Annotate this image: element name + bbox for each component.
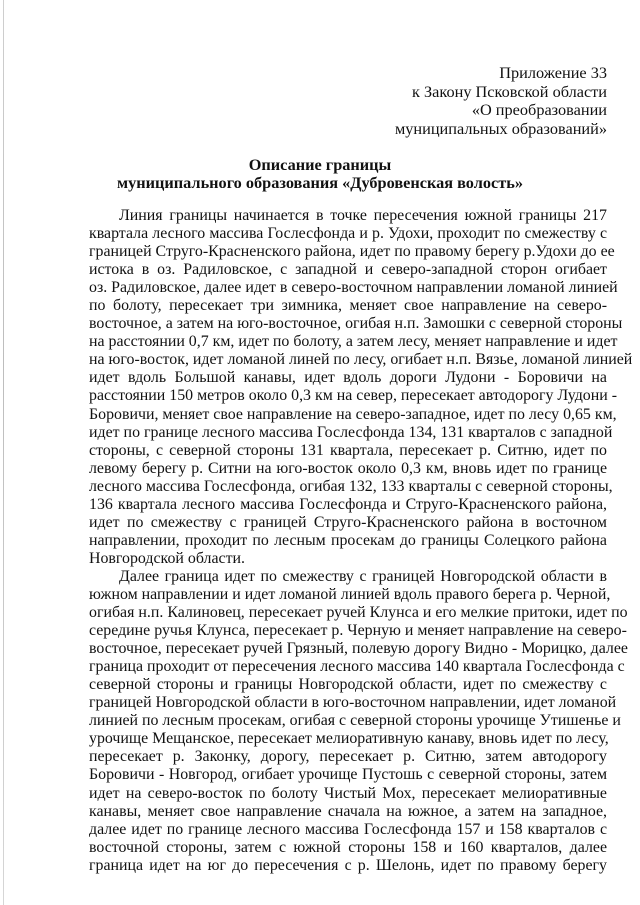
text-line: канавы, меняет свое направление сначала на южное, а затем на западное,	[89, 802, 607, 820]
paragraph-1	[89, 207, 633, 568]
text-line: границей Струго-Красненского района, идет по правому берегу р.Удохи до ее	[89, 243, 615, 261]
scan-edge-line	[3, 0, 4, 905]
appendix-line: к Закону Псковской области	[412, 81, 607, 101]
text-line: восточной стороны, затем с южной стороны 158 и 160 кварталов, далее	[89, 838, 607, 856]
text-line: линией по лесным просекам, огибая с северной стороны урочище Утишенье и	[89, 712, 621, 730]
text-line: восточное, а затем на юго-восточное, огибая н.п. Замошки с северной стороны	[89, 315, 623, 333]
text-line: стороны, с северной стороны 131 квартала, пересекает р. Ситню, идет по	[89, 441, 607, 459]
text-line: направлении, проходит по лесным просекам до границы Солецкого района	[89, 531, 607, 549]
text-line: левому берегу р. Ситни на юго-восток около 0,3 км, вновь идет по границе	[89, 459, 607, 477]
text-line: идет по границе лесного массива Гослесфонда 134, 131 кварталов с западной	[89, 423, 613, 441]
text-line: границей Новгородской области в юго-восточном направлении, идет ломаной	[89, 694, 617, 712]
text-line: Линия границы начинается в точке пересечения южной границы 217	[119, 207, 607, 224]
paragraph-2	[89, 567, 628, 875]
text-line: идет по смежеству с границей Струго-Красненского района в восточном	[89, 513, 607, 531]
text-line: на расстоянии 0,7 км, идет по болоту, а затем лесу, меняет направление и идет	[89, 333, 618, 351]
appendix-line: муниципальных образований»	[394, 118, 607, 138]
text-line: расстоянии 150 метров около 0,3 км на север, пересекает автодорогу Лудони -	[89, 387, 618, 405]
text-line: на юго-восток, идет ломаной линей по лесу, огибает н.п. Вязье, ломаной линией	[89, 351, 633, 369]
text-line: Новгородской области.	[89, 549, 245, 567]
text-line: пересекает р. Законку, дорогу, пересекает р. Ситню, затем автодорогу	[89, 748, 607, 766]
title-line: Описание границы	[248, 155, 392, 174]
text-line: Далее граница идет по смежеству с границей Новгородской области в	[119, 567, 607, 585]
text-line: граница идет на юг до пересечения с р. Шелонь, идет по правому берегу	[89, 856, 607, 874]
text-line: северной стороны и границы Новгородской области, идет по смежеству с	[89, 676, 607, 694]
text-line: оз. Радиловское, далее идет в северо-восточном направлении ломаной линией	[89, 279, 618, 297]
text-line: квартала лесного массива Гослесфонда и р. Удохи, проходит по смежеству с	[89, 225, 607, 243]
text-line: южном направлении и идет ломаной линией вдоль правого берега р. Черной,	[89, 585, 611, 603]
text-line: урочище Мещанское, пересекает мелиоративную канаву, вновь идет по лесу,	[89, 730, 609, 748]
text-line: огибая н.п. Калиновец, пересекает ручей Клунса и его мелкие притоки, идет по	[89, 604, 628, 622]
text-line: по болоту, пересекает три зимника, меняет свое направление на северо-	[89, 297, 607, 315]
text-line: идет вдоль Большой канавы, идет вдоль дороги Лудони - Боровичи на	[89, 369, 607, 387]
title-line: муниципального образования «Дубровенская волость»	[117, 173, 523, 193]
text-line: идет на северо-восток по болоту Чистый Мох, пересекает мелиоративные	[89, 784, 607, 802]
text-line: истока в оз. Радиловское, с западной и северо-западной сторон огибает	[89, 261, 607, 279]
text-line: 136 квартала лесного массива Гослесфонда и Струго-Красненского района,	[89, 495, 607, 513]
text-line: лесного массива Гослесфонда, огибая 132, 133 кварталы с северной стороны,	[89, 477, 613, 495]
appendix-line: «О преобразовании	[471, 100, 607, 120]
body-text	[89, 207, 633, 875]
text-line: далее идет по границе лесного массива Гослесфонда 157 и 158 кварталов с	[89, 820, 607, 838]
text-line: восточное, пересекает ручей Грязный, полевую дорогу Видно - Морицко, далее	[89, 640, 628, 658]
text-line: Боровичи, меняет свое направление на северо-западное, идет по лесу 0,65 км,	[89, 405, 617, 423]
text-line: граница проходит от пересечения лесного массива 140 квартала Гослесфонда с	[89, 658, 625, 676]
text-line: середине ручья Клунса, пересекает р. Черную и меняет направление на северо-	[89, 622, 627, 640]
text-line: Боровичи - Новгород, огибает урочище Пустошь с северной стороны, затем	[89, 766, 607, 784]
appendix-line: Приложение 33	[499, 63, 607, 82]
appendix-header	[395, 64, 607, 138]
document-title	[0, 156, 640, 193]
